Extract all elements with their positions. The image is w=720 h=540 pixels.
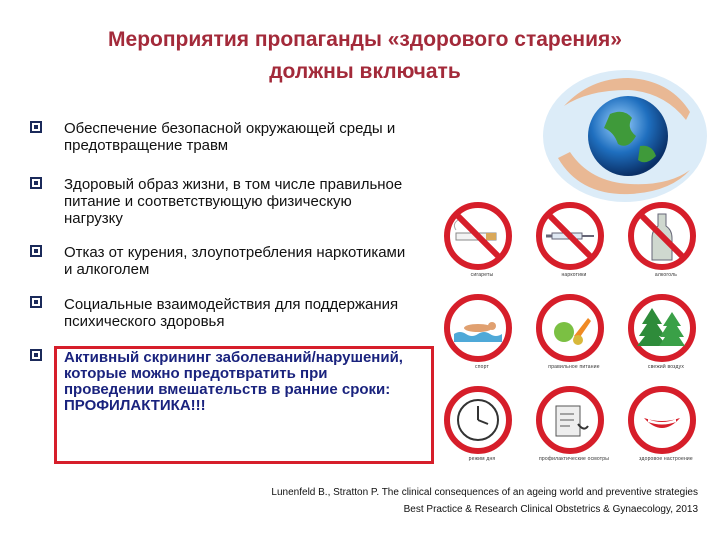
icon-cell bbox=[530, 200, 610, 286]
icon-cell bbox=[530, 292, 610, 378]
icon-cell bbox=[622, 292, 702, 378]
citation bbox=[271, 484, 698, 518]
icon-caption: сигареты bbox=[470, 272, 494, 278]
icon-caption: здоровое настроение bbox=[639, 456, 693, 462]
icon-cell bbox=[438, 200, 518, 286]
slide-title-line1: Мероприятия пропаганды «здорового старения» bbox=[108, 28, 622, 51]
icon-caption: режим дня bbox=[468, 456, 496, 462]
swimmer-icon bbox=[442, 292, 514, 364]
health-icons-grid bbox=[438, 200, 710, 464]
bullet-marker bbox=[30, 349, 42, 361]
icon-cell bbox=[530, 384, 610, 470]
bullet-marker bbox=[30, 121, 42, 133]
bullet-marker bbox=[30, 177, 42, 189]
icon-cell bbox=[622, 384, 702, 470]
icon-caption: спорт bbox=[475, 364, 489, 370]
icon-caption: профилактические осмотры bbox=[538, 456, 610, 462]
emphasis-frame bbox=[54, 346, 434, 464]
trees-icon bbox=[626, 292, 698, 364]
globe-in-hands-image bbox=[540, 66, 710, 206]
medical-checkup-icon bbox=[534, 384, 606, 456]
bottle-icon bbox=[626, 200, 698, 272]
icon-cell bbox=[622, 200, 702, 286]
bullet-marker bbox=[30, 245, 42, 257]
icon-cell bbox=[438, 292, 518, 378]
clock-icon bbox=[442, 384, 514, 456]
bullet-text: Социальные взаимодействия для поддержания психического здоровья bbox=[64, 296, 399, 330]
icon-caption: алкоголь bbox=[654, 272, 678, 278]
slide-title-line2: должны включать bbox=[269, 60, 461, 83]
cigarette-icon bbox=[442, 200, 514, 272]
bullet-text: Отказ от курения, злоупотребления наркотиками и алкоголем bbox=[64, 244, 406, 278]
citation-line1: Lunenfeld B., Stratton P. The clinical consequences of an ageing world and preventive strategies bbox=[271, 487, 698, 498]
bullet-text-emphasis: Активный скрининг заболеваний/нарушений, которые можно предотвратить при проведении вмешательств в ранние сроки: ПРОФИЛАКТИКА!!! bbox=[64, 349, 403, 414]
bullet-text: Здоровый образ жизни, в том числе правильное питание и соответствующую физическую нагрузку bbox=[64, 176, 403, 227]
smile-icon bbox=[626, 384, 698, 456]
icon-caption: наркотики bbox=[561, 272, 587, 278]
syringe-icon bbox=[534, 200, 606, 272]
icon-cell bbox=[438, 384, 518, 470]
bullet-marker bbox=[30, 296, 42, 308]
citation-line2: Best Practice & Research Clinical Obstetrics & Gynaecology, 2013 bbox=[403, 504, 698, 515]
icon-caption: свежий воздух bbox=[647, 364, 685, 370]
bullet-text: Обеспечение безопасной окружающей среды и предотвращение травм bbox=[64, 120, 396, 154]
icon-caption: правильное питание bbox=[548, 364, 600, 370]
fruits-icon bbox=[534, 292, 606, 364]
